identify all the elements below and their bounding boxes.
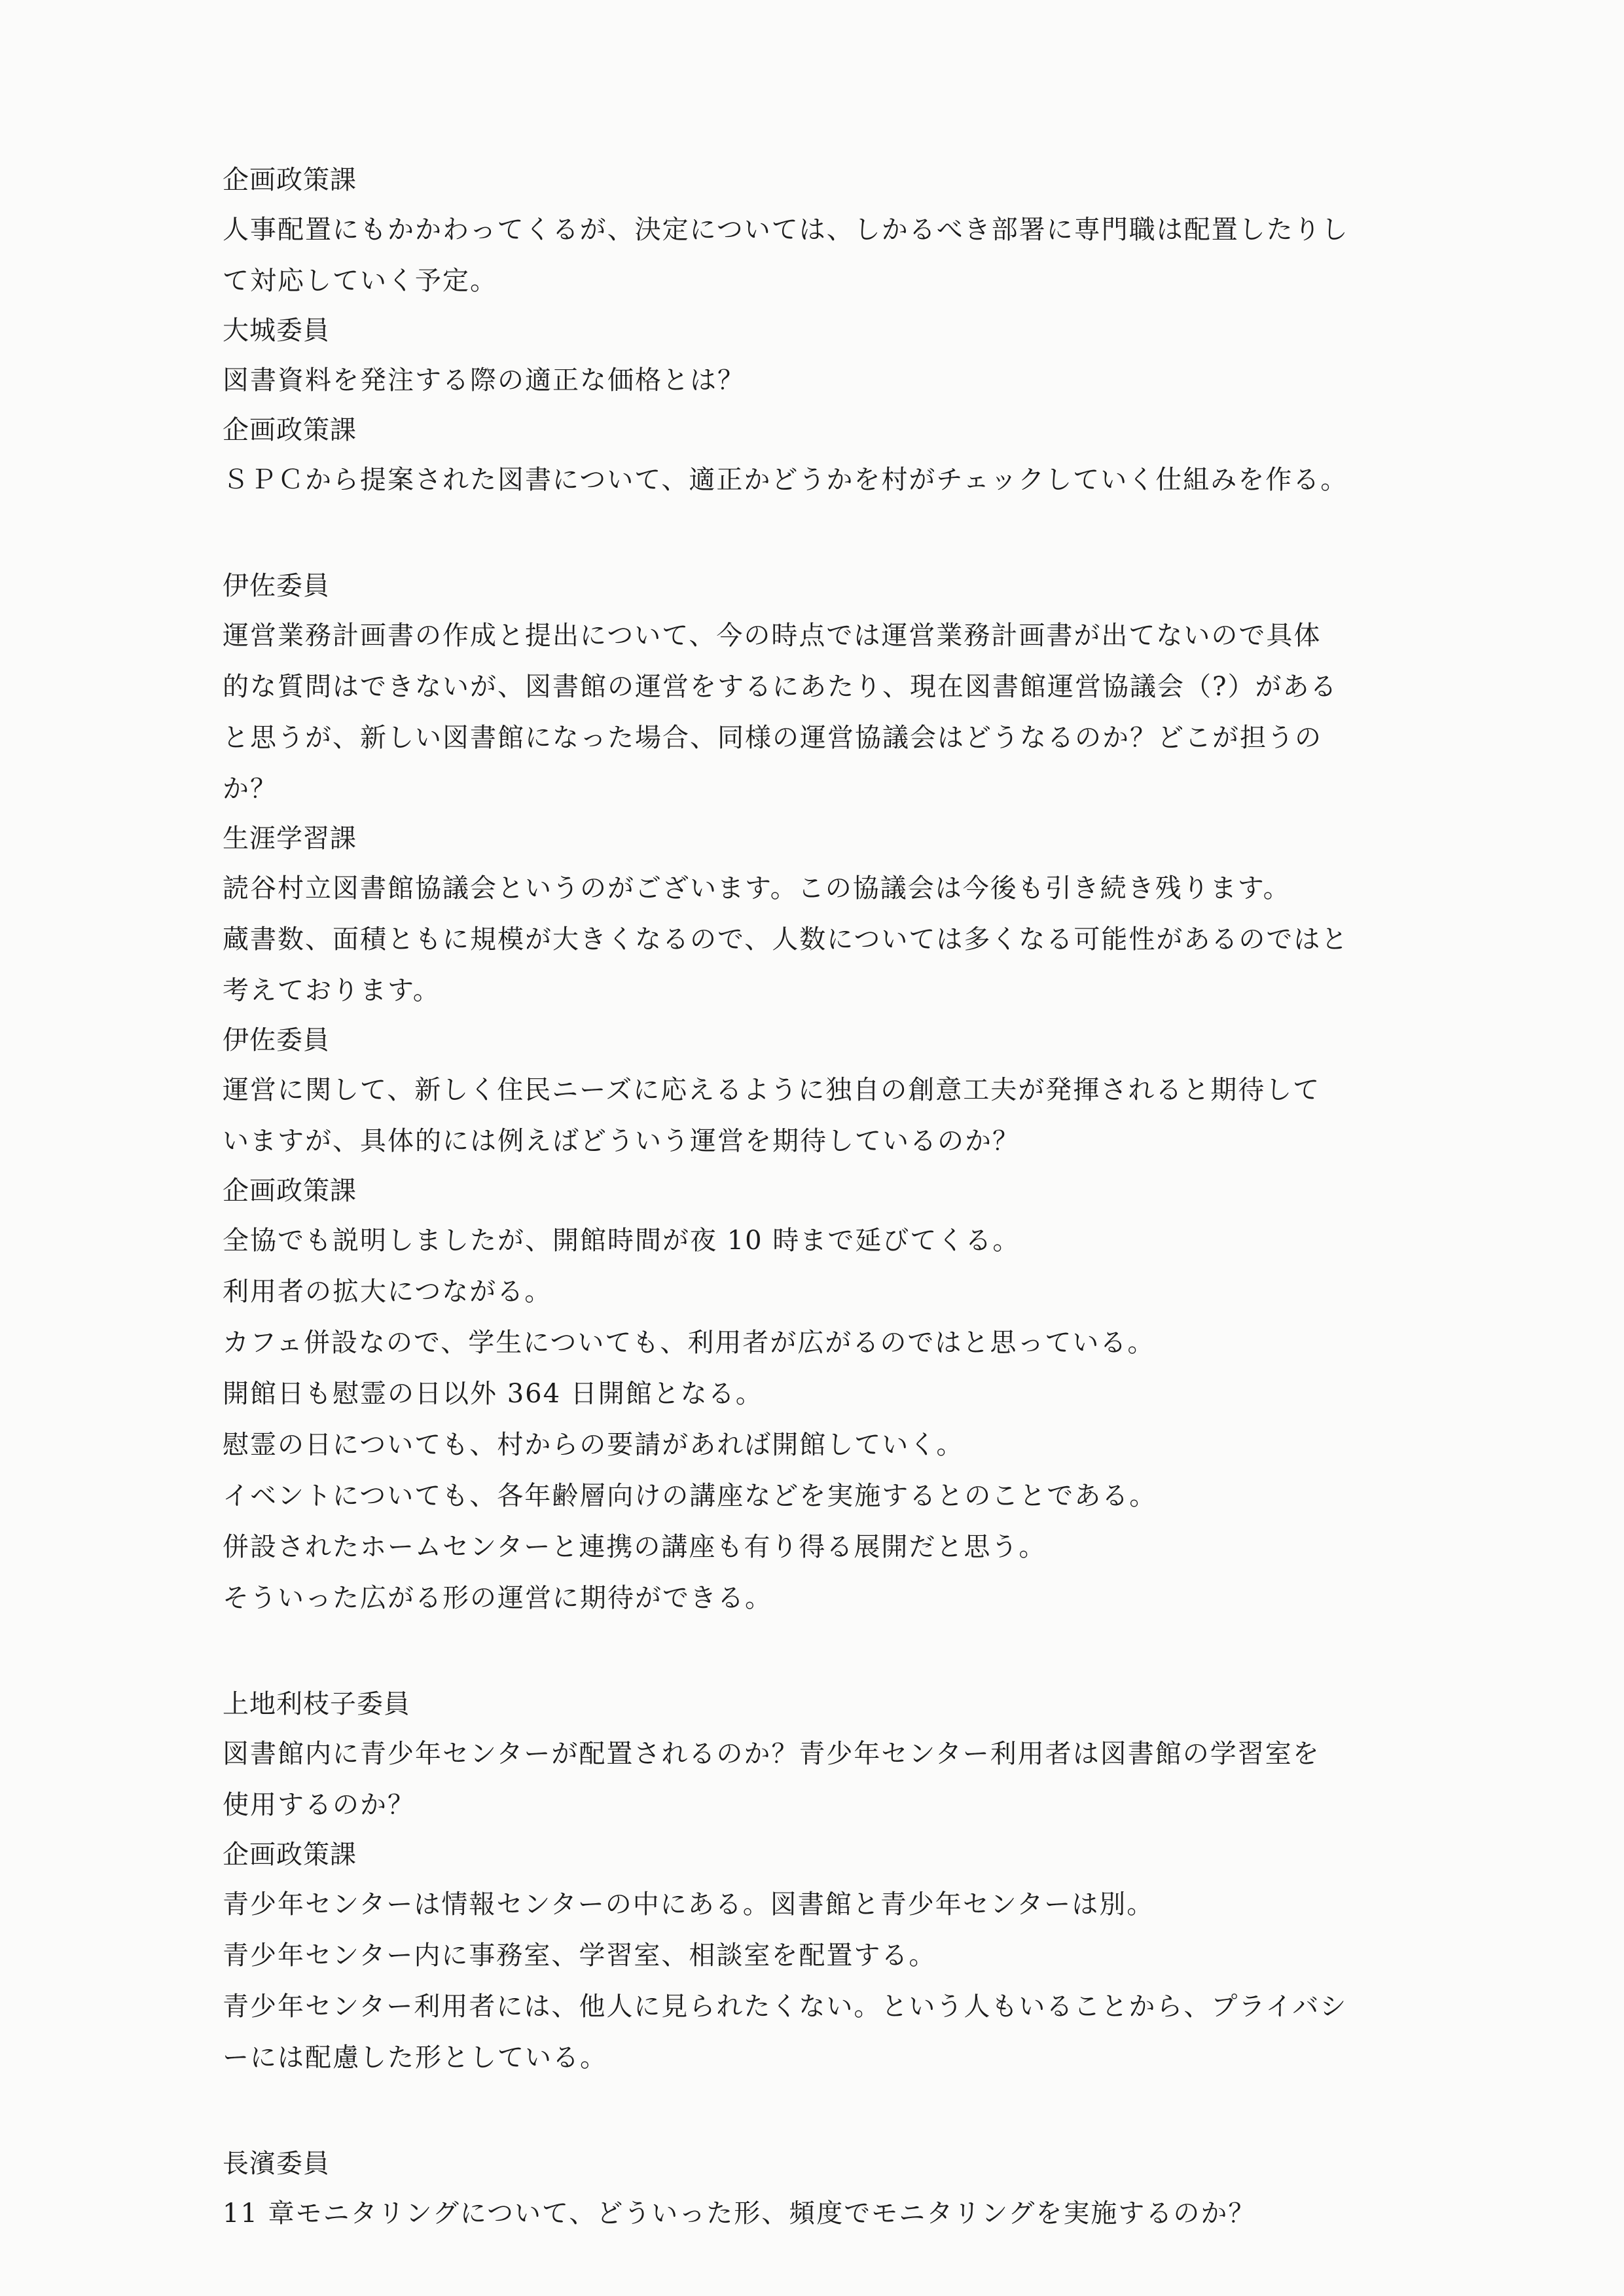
- statement-line: 運営に関して、新しく住民ニーズに応えるように独自の創意工夫が発揮されると期待して: [223, 1075, 1321, 1105]
- section-spacer: [223, 505, 1388, 562]
- speaker-name: 企画政策課: [223, 415, 357, 445]
- speaker-name: 企画政策課: [223, 1840, 357, 1870]
- statement-line: か？: [223, 774, 278, 804]
- section-spacer: [223, 2083, 1388, 2140]
- minutes-entry: [223, 562, 1388, 814]
- statement-line: て対応していく予定。: [223, 266, 497, 296]
- minutes-entry: [223, 156, 1388, 306]
- statement-line: 使用するのか？: [223, 1790, 415, 1820]
- minutes-entry: [223, 814, 1388, 1016]
- statement-line: 11 章モニタリングについて、どういった形、頻度でモニタリングを実施するのか？: [223, 2198, 1256, 2229]
- statement-line: ーには配慮した形としている。: [223, 2043, 607, 2073]
- minutes-entry: [223, 2140, 1388, 2239]
- statement-line: 青少年センターは情報センターの中にある。図書館と青少年センターは別。: [223, 1889, 1155, 1920]
- statement-line: 考えております。: [223, 975, 441, 1006]
- statement-line: 青少年センター内に事務室、学習室、相談室を配置する。: [223, 1941, 937, 1971]
- statement-line: 青少年センター利用者には、他人に見られたくない。という人もいることから、プライバシ: [223, 1992, 1348, 2022]
- minutes-body: [223, 156, 1388, 2239]
- statement-line: イベントについても、各年齢層向けの講座などを実施するとのことである。: [223, 1481, 1157, 1511]
- statement-line: 開館日も慰霊の日以外 364 日開館となる。: [223, 1379, 763, 1409]
- statement-line: 図書館内に青少年センターが配置されるのか？青少年センター利用者は図書館の学習室を: [223, 1739, 1320, 1769]
- statement-line: 蔵書数、面積ともに規模が大きくなるので、人数については多くなる可能性があるのではと: [223, 924, 1349, 955]
- statement-line: と思うが、新しい図書館になった場合、同様の運営協議会はどうなるのか？どこが担うの: [223, 723, 1322, 753]
- statement-line: 的な質問はできないが、図書館の運営をするにあたり、現在図書館運営協議会（?）がある: [223, 672, 1338, 702]
- statement-line: 併設されたホームセンターと連携の講座も有り得る展開だと思う。: [223, 1532, 1047, 1562]
- statement-line: いますが、具体的には例えばどういう運営を期待しているのか？: [223, 1126, 1020, 1156]
- speaker-name: 大城委員: [223, 316, 330, 346]
- speaker-name: 伊佐委員: [223, 1025, 330, 1055]
- statement-line: ＳＰＣから提案された図書について、適正かどうかを村がチェックしていく仕組みを作る。: [223, 465, 1348, 495]
- statement-line: 慰霊の日についても、村からの要請があれば開館していく。: [223, 1430, 964, 1460]
- speaker-name: 企画政策課: [223, 1176, 357, 1206]
- minutes-entry: [223, 1831, 1388, 2083]
- minutes-entry: [223, 1167, 1388, 1624]
- minutes-entry: [223, 306, 1388, 406]
- statement-line: 運営業務計画書の作成と提出について、今の時点では運営業務計画書が出てないので具体: [223, 621, 1322, 651]
- speaker-name: 生涯学習課: [223, 824, 357, 854]
- minutes-entry: [223, 406, 1388, 505]
- speaker-name: 企画政策課: [223, 165, 357, 195]
- speaker-name: 上地利枝子委員: [223, 1689, 410, 1719]
- statement-line: 図書資料を発注する際の適正な価格とは？: [223, 365, 745, 395]
- statement-line: 読谷村立図書館協議会というのがございます。この協議会は今後も引き続き残ります。: [223, 873, 1291, 903]
- statement-line: 人事配置にもかかわってくるが、決定については、しかるべき部署に専門職は配置したりし: [223, 215, 1349, 245]
- statement-line: そういった広がる形の運営に期待ができる。: [223, 1583, 772, 1613]
- statement-line: 全協でも説明しましたが、開館時間が夜 10 時まで延びてくる。: [223, 1226, 1020, 1256]
- statement-line: カフェ併設なので、学生についても、利用者が広がるのではと思っている。: [223, 1328, 1155, 1358]
- statement-line: 利用者の拡大につながる。: [223, 1277, 552, 1307]
- speaker-name: 伊佐委員: [223, 571, 330, 601]
- section-spacer: [223, 1624, 1388, 1680]
- minutes-entry: [223, 1680, 1388, 1831]
- speaker-name: 長濱委員: [223, 2149, 330, 2179]
- minutes-entry: [223, 1016, 1388, 1167]
